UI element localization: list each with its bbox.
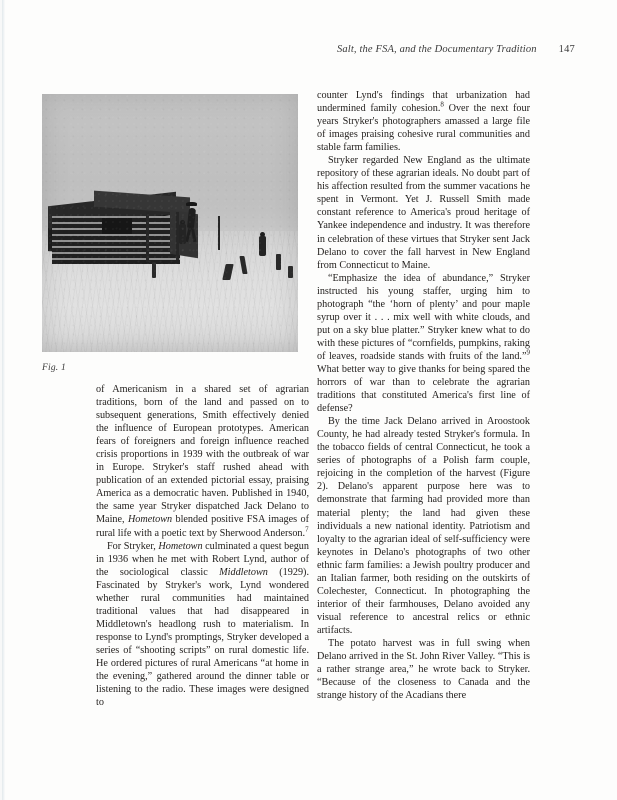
scan-edge-gutter [2, 0, 5, 800]
text-run: of Americanism in a shared set of agrarian traditions, born of the land and passed on to subsequent generations, Smith effectively denied the influence of European prototypes. American fears of foreigners and foreign influence reached crisis proportions in 1939 with the outbreak of war in Europe. Stryker's staff rushed ahead with publication of an extended pictorial essay, praising America as a democratic haven. Published in 1940, the same year Stryker dispatched Jack Delano to Maine, [96, 384, 309, 526]
photo-running-man [187, 202, 196, 242]
photo-post-stub [276, 254, 281, 270]
photo-boy-near [179, 220, 186, 244]
italic-title: Hometown [158, 540, 203, 552]
photo-man-leg [191, 226, 197, 242]
photo-boy-far [259, 232, 267, 258]
photo-fence-post [218, 216, 220, 250]
text-run: Over the next four years Stryker's photographers amassed a large file of images praising cohesive rural communities and stable farm families. [317, 103, 531, 154]
paragraph [96, 383, 309, 540]
paragraph [317, 415, 530, 637]
photo-post-stub [152, 262, 156, 278]
italic-title: Hometown [127, 514, 173, 526]
photo-shack-opening [102, 218, 132, 234]
text-run: What better way to give thanks for being spared the horrors of war than to celebrate the agrarian traditions that constituted America's first line of defense? [317, 363, 530, 415]
text-column-left [96, 383, 309, 709]
text-run: counter Lynd's findings that urbanization had undermined family cohesion. [317, 90, 530, 115]
photo-man-hat [186, 202, 197, 206]
italic-title: Middletown [219, 566, 268, 578]
text-column-right [317, 89, 530, 702]
text-run: blended positive FSA images of rural life with a poetic text by Sherwood Anderson. [96, 514, 309, 539]
photo-boy-body [259, 236, 266, 256]
text-run: Stryker regarded New England as the ultimate repository of these agrarian ideals. No doubt part of his affection resulted from the summer vacations he spent in Vermont. Yet J. Russell Smith made constant reference to America's proud heritage of Yankee independence and industry. It was therefore in celebration of these virtues that Stryker sent Jack Delano to cover the fall harvest in New England from Connecticut to Maine. [317, 155, 530, 271]
text-run: “Emphasize the idea of abundance,” Stryker instructed his young staffer, urging him to photograph “the ‘horn of plenty’ and pour maple syrup over it . . . mix well with white clouds, and put on a sky blue platter.” Stryker knew what to do with these pictures of “cornfields, pumpkins, raking of leaves, roadside stands with fruits of the land.” [317, 272, 530, 362]
figure-caption: Fig. 1 [42, 363, 66, 373]
running-head [42, 44, 575, 60]
paragraph [317, 154, 530, 271]
text-run: culminated a quest begun in 1936 when he met with Robert Lynd, author of the sociological classic [96, 540, 309, 578]
dust-storm-photograph [42, 94, 298, 352]
footnote-marker: 9 [526, 348, 530, 357]
page-number: 147 [558, 44, 575, 55]
paragraph [317, 89, 530, 154]
paragraph [317, 272, 530, 416]
text-run: (1929). Fascinated by Stryker's work, Lynd wondered whether rural communities had maintained traditional values that had disappeared in Middletown's headlong rush to materialism. In response to Lynd's promptings, Stryker developed a series of “shooting scripts” on rural domestic life. He ordered pictures of rural Americans “at home in the evening,” gathered around the dinner table or listening to the radio. These images were designed to [96, 566, 309, 709]
paragraph [317, 637, 530, 702]
photo-shack-post [146, 212, 149, 262]
paragraph [96, 540, 309, 710]
text-run: By the time Jack Delano arrived in Aroostook County, he had already tested Stryker's formula. In the tobacco fields of central Connecticut, he took a series of photographs of a Polish farm couple, rejoicing in the completion of the harvest (Figure 2). Delano's apparent purpose here was to demonstrate that farming had provided more than material plenty; the land had given these individuals a new national identity. Patriotism and loyalty to the agrarian ideal of self-sufficiency were keynotes in Delano's photographs of two other ethnic farm families: a Jewish poultry producer and an Italian farmer, both residing on the outskirts of Colechester, Connecticut. In photographing the interior of their farmhouses, Delano avoided any visual reference to ancestral relics or ethnic artifacts. [317, 416, 530, 636]
text-run: The potato harvest was in full swing when Delano arrived in the St. John River Valley. “This is a rather strange area,” he wrote back to Stryker. “Because of the closeness to Canada and the strange history of the Acadians there [317, 637, 530, 702]
figure-1 [42, 94, 298, 373]
footnote-marker: 8 [440, 100, 444, 109]
running-head-title: Salt, the FSA, and the Documentary Tradition [336, 44, 537, 55]
photo-post-stub [288, 266, 293, 278]
text-run: For Stryker, [107, 540, 159, 552]
photo-boy-body [179, 224, 186, 244]
footnote-marker: 7 [305, 525, 309, 534]
